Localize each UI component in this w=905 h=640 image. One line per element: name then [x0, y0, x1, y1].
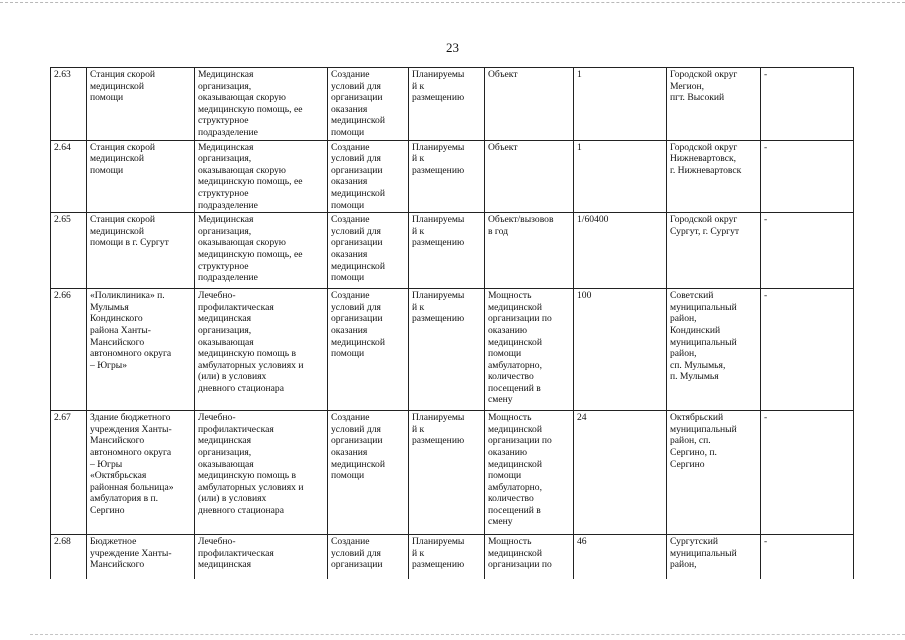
capacity-value-cell: 1 — [574, 68, 667, 141]
table-row — [51, 289, 854, 411]
note-cell: - — [761, 411, 854, 535]
capacity-value-cell: 46 — [574, 535, 667, 579]
object-type-cell: Лечебно- профилактическая медицинская организация, оказывающая медицинскую помощь в амбулаторных условиях и (или) в условиях дневного стационара — [195, 411, 328, 535]
capacity-metric-cell: Мощность медицинской организации по оказанию медицинской помощи амбулаторно, количество посещений в смену — [485, 289, 574, 411]
note-cell: - — [761, 213, 854, 289]
object-purpose-cell: Создание условий для организации оказания медицинской помощи — [328, 411, 409, 535]
capacity-value-cell: 1 — [574, 140, 667, 213]
object-name-cell: «Поликлиника» п. Мулымья Кондинского района Ханты- Мансийского автономного округа – Югры» — [87, 289, 195, 411]
object-type-cell: Медицинская организация, оказывающая скорую медицинскую помощь, ее структурное подразделение — [195, 68, 328, 141]
row-number-cell: 2.66 — [51, 289, 87, 411]
object-purpose-cell: Создание условий для организации — [328, 535, 409, 579]
table-row — [51, 411, 854, 535]
capacity-metric-cell: Объект/вызовов в год — [485, 213, 574, 289]
table-row — [51, 535, 854, 579]
object-status-cell: Планируемы й к размещению — [409, 289, 485, 411]
table-row — [51, 140, 854, 213]
note-cell: - — [761, 140, 854, 213]
object-purpose-cell: Создание условий для организации оказания медицинской помощи — [328, 289, 409, 411]
object-purpose-cell: Создание условий для организации оказания медицинской помощи — [328, 68, 409, 141]
capacity-value-cell: 24 — [574, 411, 667, 535]
object-name-cell: Бюджетное учреждение Ханты- Мансийского — [87, 535, 195, 579]
object-purpose-cell: Создание условий для организации оказания медицинской помощи — [328, 213, 409, 289]
table-body — [51, 68, 854, 580]
row-number-cell: 2.63 — [51, 68, 87, 141]
facilities-table — [50, 67, 854, 579]
note-cell: - — [761, 535, 854, 579]
capacity-metric-cell: Мощность медицинской организации по — [485, 535, 574, 579]
capacity-value-cell: 1/60400 — [574, 213, 667, 289]
object-name-cell: Станция скорой медицинской помощи — [87, 68, 195, 141]
note-cell: - — [761, 68, 854, 141]
object-status-cell: Планируемы й к размещению — [409, 213, 485, 289]
row-number-cell: 2.65 — [51, 213, 87, 289]
location-cell: Городской округ Мегион, пгт. Высокий — [667, 68, 761, 141]
object-status-cell: Планируемы й к размещению — [409, 535, 485, 579]
table-row — [51, 68, 854, 141]
location-cell: Октябрьский муниципальный район, сп. Сергино, п. Сергино — [667, 411, 761, 535]
location-cell: Сургутский муниципальный район, — [667, 535, 761, 579]
row-number-cell: 2.68 — [51, 535, 87, 579]
capacity-metric-cell: Объект — [485, 68, 574, 141]
object-status-cell: Планируемы й к размещению — [409, 140, 485, 213]
object-purpose-cell: Создание условий для организации оказания медицинской помощи — [328, 140, 409, 213]
object-name-cell: Здание бюджетного учреждения Ханты- Мансийского автономного округа – Югры «Октябрьская районная больница» амбулатория в п. Сергино — [87, 411, 195, 535]
row-number-cell: 2.64 — [51, 140, 87, 213]
object-status-cell: Планируемы й к размещению — [409, 411, 485, 535]
object-status-cell: Планируемы й к размещению — [409, 68, 485, 141]
object-name-cell: Станция скорой медицинской помощи в г. Сургут — [87, 213, 195, 289]
object-type-cell: Лечебно- профилактическая медицинская организация, оказывающая медицинскую помощь в амбулаторных условиях и (или) в условиях дневного стационара — [195, 289, 328, 411]
object-type-cell: Медицинская организация, оказывающая скорую медицинскую помощь, ее структурное подразделение — [195, 140, 328, 213]
capacity-metric-cell: Объект — [485, 140, 574, 213]
row-number-cell: 2.67 — [51, 411, 87, 535]
page-number: 23 — [446, 40, 459, 55]
capacity-value-cell: 100 — [574, 289, 667, 411]
object-type-cell: Лечебно- профилактическая медицинская — [195, 535, 328, 579]
location-cell: Городской округ Сургут, г. Сургут — [667, 213, 761, 289]
object-type-cell: Медицинская организация, оказывающая скорую медицинскую помощь, ее структурное подразделение — [195, 213, 328, 289]
object-name-cell: Станция скорой медицинской помощи — [87, 140, 195, 213]
table-row — [51, 213, 854, 289]
capacity-metric-cell: Мощность медицинской организации по оказанию медицинской помощи амбулаторно, количество посещений в смену — [485, 411, 574, 535]
note-cell: - — [761, 289, 854, 411]
location-cell: Советский муниципальный район, Кондинский муниципальный район, сп. Мулымья, п. Мулымья — [667, 289, 761, 411]
scan-edge-bottom — [30, 634, 905, 635]
location-cell: Городской округ Нижневартовск, г. Нижневартовск — [667, 140, 761, 213]
